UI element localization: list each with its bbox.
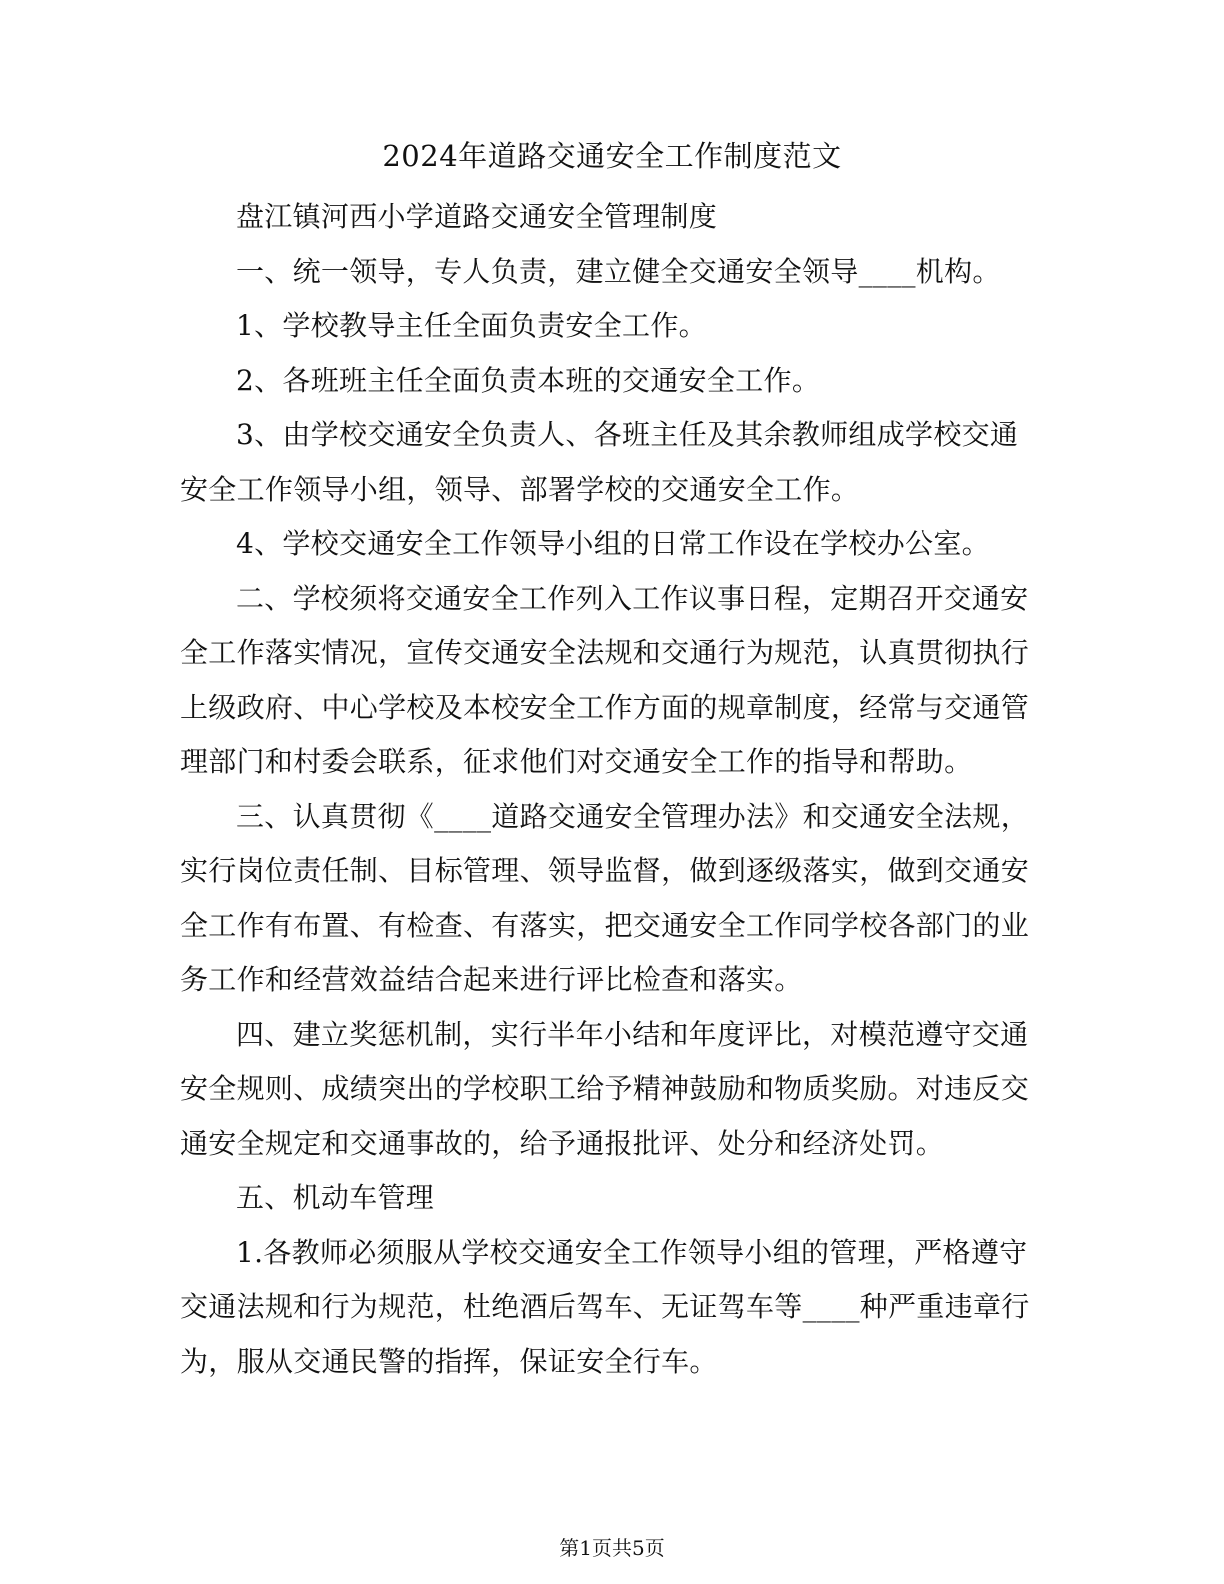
paragraph-section-2: 二、学校须将交通安全工作列入工作议事日程，定期召开交通安全工作落实情况，宣传交通安全法规和交通行为规范，认真贯彻执行上级政府、中心学校及本校安全工作方面的规章制度，经常与交通管理部门和村委会联系，征求他们对交通安全工作的指导和帮助。 [180,581,1030,778]
document-body [180,190,1040,1389]
paragraph-item-4: 4、学校交通安全工作领导小组的日常工作设在学校办公室。 [236,527,990,560]
paragraph-section-1: 一、统一领导，专人负责，建立健全交通安全领导____机构。 [236,254,1001,288]
paragraph-vehicle-item-1: 1.各教师必须服从学校交通安全工作领导小组的管理，严格遵守交通法规和行为规范，杜绝酒后驾车、无证驾车等____种严重违章行为，服从交通民警的指挥，保证安全行车。 [180,1235,1030,1378]
paragraph-item-1: 1、学校教导主任全面负责安全工作。 [236,309,707,342]
paragraph-section-5: 五、机动车管理 [236,1181,435,1214]
paragraph-item-3: 3、由学校交通安全负责人、各班主任及其余教师组成学校交通安全工作领导小组，领导、部署学校的交通安全工作。 [180,418,1019,506]
page-footer: 第1页共5页 [559,1536,665,1560]
paragraph-section-3: 三、认真贯彻《____道路交通安全管理办法》和交通安全法规，实行岗位责任制、目标管理、领导监督，做到逐级落实，做到交通安全工作有布置、有检查、有落实，把交通安全工作同学校各部门的业务工作和经营效益结合起来进行评比检查和落实。 [180,799,1030,996]
document-title: 2024年道路交通安全工作制度范文 [382,139,842,173]
paragraph-item-2: 2、各班班主任全面负责本班的交通安全工作。 [236,363,821,397]
paragraph-section-4: 四、建立奖惩机制，实行半年小结和年度评比，对模范遵守交通安全规则、成绩突出的学校职工给予精神鼓励和物质奖励。对违反交通安全规定和交通事故的，给予通报批评、处分和经济处罚。 [180,1017,1030,1160]
paragraph-school-rule-heading: 盘江镇河西小学道路交通安全管理制度 [236,200,718,233]
